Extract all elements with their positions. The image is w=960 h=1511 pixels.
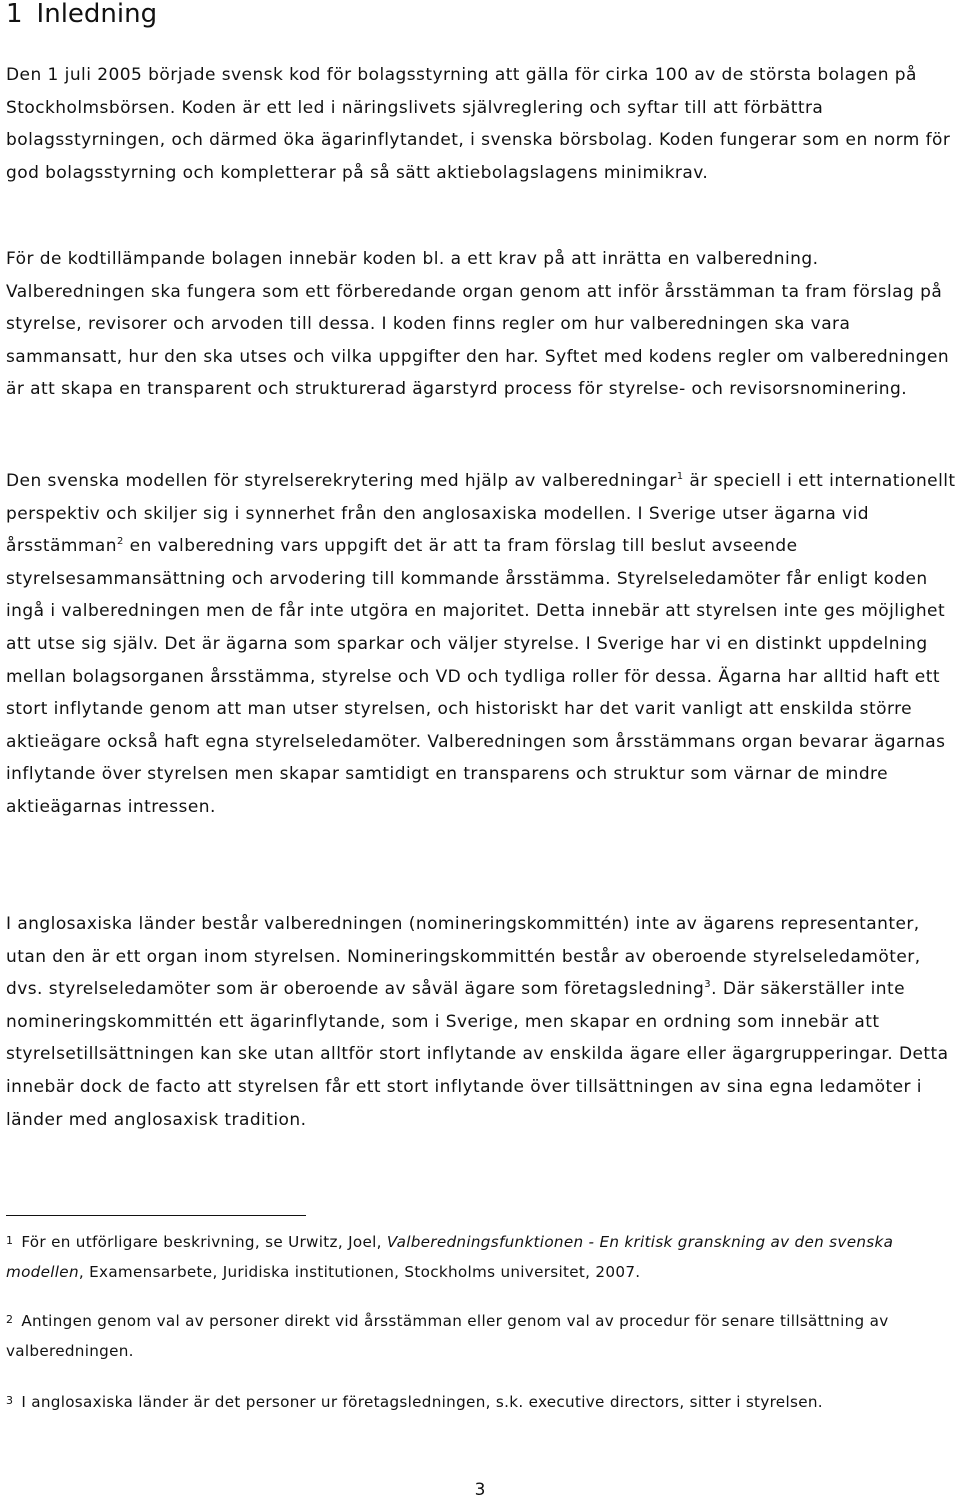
paragraph-4-text: I anglosaxiska länder består valberedningen (nomineringskommittén) inte av ägarens representanter, utan den är ett organ inom styrelsen. Nomineringskommittén består av oberoende styrelseledamöter, dvs. styrelseledamöter som är oberoende av såväl ägare som företagsledning: [6, 914, 921, 1000]
paragraph-3-text: en valberedning vars uppgift det är att ta fram förslag till beslut avseende styrelsesammansättning och arvodering till kommande årsstämma. Styrelseledamöter får enligt koden ingå i valberedningen men de får inte utgöra en majoritet. Detta innebär att styrelsen inte ges möjlighet att utse sig själv. Det är ägarna som sparkar och väljer styrelse. I Sverige har vi en distinkt uppdelning mellan bolagsorganen årsstämma, styrelse och VD och tydliga roller för dessa. Ägarna har alltid haft ett stort inflytande genom att man utser styrelsen, och historiskt har det varit vanligt att enskilda större aktieägare också haft egna styrelseledamöter. Valberedningen som årsstämmans organ bevarar ägarnas inflytande över styrelsen men skapar samtidigt en transparens och struktur som värnar de mindre aktieägarnas intressen.: [6, 536, 946, 817]
footnote-text: , Examensarbete, Juridiska institutionen, Stockholms universitet, 2007.: [78, 1263, 641, 1281]
footnote-2: [6, 1305, 956, 1366]
paragraph-3-text: Den svenska modellen för styrelserekrytering med hjälp av valberedningar: [6, 471, 677, 491]
footnote-cited-title: Valberedningsfunktionen - En kritisk granskning av den svenska modellen: [6, 1233, 894, 1281]
page-number: 3: [474, 1480, 486, 1500]
section-heading: [6, 0, 157, 32]
section-number: 1: [6, 0, 23, 29]
footnote-mark: 2: [6, 1313, 14, 1326]
footnote-text: I anglosaxiska länder är det personer ur företagsledningen, s.k. executive directors, sitter i styrelsen.: [21, 1393, 823, 1411]
footnote-1: [6, 1226, 956, 1287]
paragraph-3: [6, 465, 956, 824]
footnote-ref-1[interactable]: 1: [676, 471, 684, 482]
footnote-text: Antingen genom val av personer direkt vid årsstämman eller genom val av procedur för senare tillsättning av valberedningen.: [6, 1312, 889, 1360]
footnote-text: För en utförligare beskrivning, se Urwitz, Joel,: [21, 1233, 387, 1251]
footnote-mark: 1: [6, 1234, 14, 1247]
paragraph-4-text: . Där säkerställer inte nomineringskommittén ett ägarinflytande, som i Sverige, men skapar en ordning som innebär att styrelsetillsättningen kan ske utan alltför stort inflytande av enskilda ägare eller ägargrupperingar. Detta innebär dock de facto att styrelsen får ett stort inflytande över tillsättningen av sina egna ledamöter i länder med anglosaxisk tradition.: [6, 979, 949, 1130]
footnote-ref-3[interactable]: 3: [704, 979, 712, 991]
footnote-ref-2[interactable]: 2: [117, 536, 124, 548]
paragraph-2: För de kodtillämpande bolagen innebär koden bl. a ett krav på att inrätta en valberedning. Valberedningen ska fungera som ett förberedande organ genom att inför årsstämman ta fram förslag på styrelse, revisorer och arvoden till dessa. I koden finns regler om hur valberedningen ska vara sammansatt, hur den ska utses och vilka uppgifter den har. Syftet med kodens regler om valberedningen är att skapa en transparent och strukturerad ägarstyrd process för styrelse- och revisorsnominering.: [6, 249, 950, 400]
footnote-separator: [6, 1215, 306, 1216]
paragraph-3-text: är speciell i ett internationellt perspektiv och skiljer sig i synnerhet från den anglosaxiska modellen. I Sverige utser ägarna vid årsstämman: [6, 471, 956, 557]
footnote-mark: 3: [6, 1394, 14, 1407]
paragraph-4: [6, 908, 956, 1136]
footnote-3: [6, 1386, 956, 1417]
paragraph-1: Den 1 juli 2005 började svensk kod för bolagsstyrning att gälla för cirka 100 av de största bolagen på Stockholmsbörsen. Koden är ett led i näringslivets självreglering och syftar till att förbättra bolagsstyrningen, och därmed öka ägarinflytandet, i svenska börsbolag. Koden fungerar som en norm för god bolagsstyrning och kompletterar på så sätt aktiebolagslagens minimikrav.: [6, 65, 951, 183]
section-title: Inledning: [36, 0, 158, 29]
